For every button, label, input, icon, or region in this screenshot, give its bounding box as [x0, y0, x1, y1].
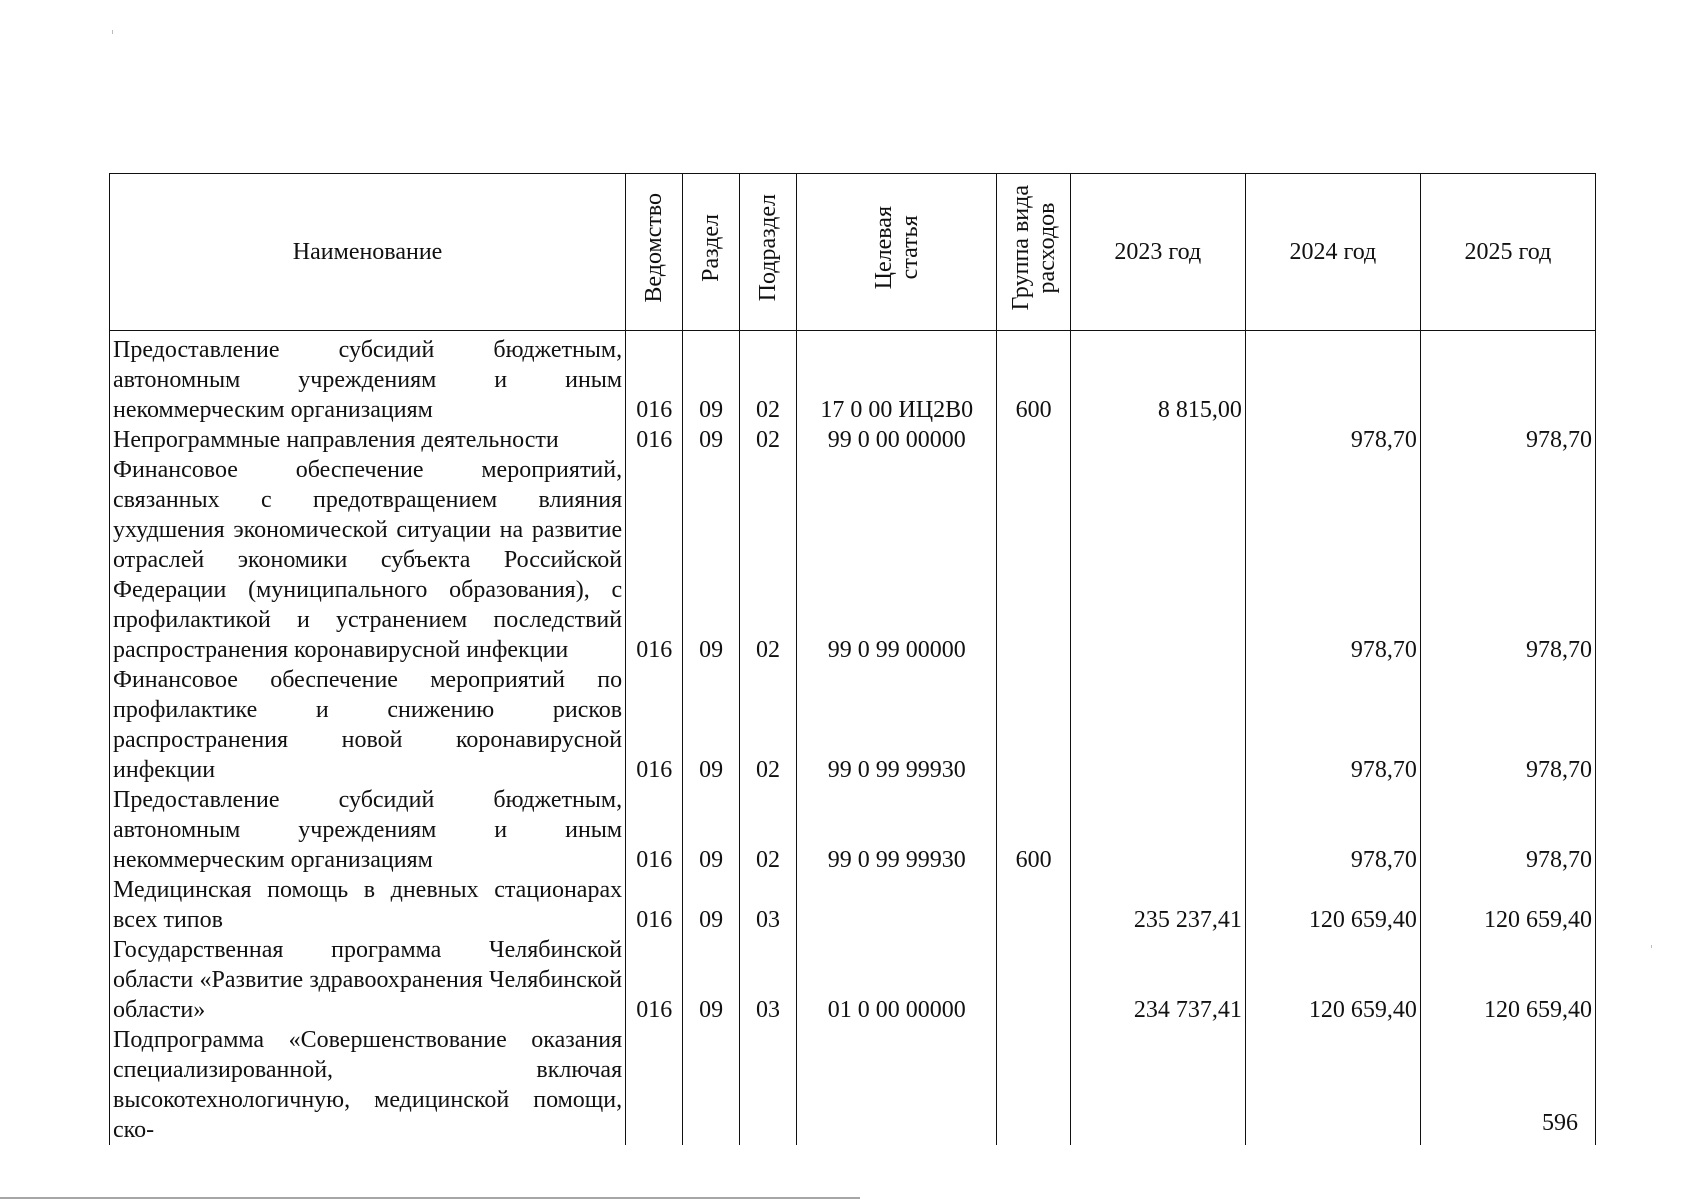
row-celevaya-statya	[797, 1025, 997, 1145]
row-name: Предоставление субсидий бюджетным, автономным учреждениям и иным некоммерческим организациям	[110, 785, 626, 875]
header-name: Наименование	[110, 174, 626, 331]
row-name: Финансовое обеспечение мероприятий по профилактике и снижению рисков распространения новой коронавирусной инфекции	[110, 665, 626, 785]
table-row	[110, 455, 1596, 665]
row-2024	[1245, 331, 1420, 426]
table-row	[110, 665, 1596, 785]
row-vedomstvo: 016	[626, 875, 683, 935]
row-vedomstvo: 016	[626, 935, 683, 1025]
scan-artifact-line	[0, 1197, 860, 1199]
row-2024: 978,70	[1245, 785, 1420, 875]
row-2023	[1070, 785, 1245, 875]
row-2025: 120 659,40	[1420, 875, 1595, 935]
row-vedomstvo: 016	[626, 331, 683, 426]
table-row	[110, 785, 1596, 875]
row-gruppa: 600	[997, 785, 1070, 875]
row-razdel: 09	[683, 875, 739, 935]
row-name: Предоставление субсидий бюджетным, автономным учреждениям и иным некоммерческим организациям	[110, 331, 626, 426]
header-celevaya-statya: Целевая статья	[797, 174, 997, 331]
row-gruppa	[997, 665, 1070, 785]
row-2025: 978,70	[1420, 455, 1595, 665]
table-row	[110, 331, 1596, 426]
row-celevaya-statya: 99 0 99 99930	[797, 785, 997, 875]
row-podrazdel: 02	[739, 665, 796, 785]
table-row	[110, 935, 1596, 1025]
row-name: Финансовое обеспечение мероприятий, связанных с предотвращением влияния ухудшения экономической ситуации на развитие отраслей экономики субъекта Российской Федерации (муниципального образования), с профилактикой и устранением последствий распространения коронавирусной инфекции	[110, 455, 626, 665]
row-2024: 120 659,40	[1245, 875, 1420, 935]
scan-artifact-tick	[112, 30, 113, 34]
row-podrazdel: 03	[739, 935, 796, 1025]
row-2023	[1070, 665, 1245, 785]
row-razdel	[683, 1025, 739, 1145]
budget-table	[109, 173, 1596, 1145]
row-gruppa	[997, 1025, 1070, 1145]
row-podrazdel: 02	[739, 425, 796, 455]
row-2023	[1070, 1025, 1245, 1145]
row-name: Непрограммные направления деятельности	[110, 425, 626, 455]
row-razdel: 09	[683, 425, 739, 455]
row-razdel: 09	[683, 785, 739, 875]
row-2024: 978,70	[1245, 455, 1420, 665]
header-2023: 2023 год	[1070, 174, 1245, 331]
row-2024: 978,70	[1245, 425, 1420, 455]
row-2023: 235 237,41	[1070, 875, 1245, 935]
row-name: Государственная программа Челябинской области «Развитие здравоохранения Челябинской области»	[110, 935, 626, 1025]
scan-artifact-tick	[1651, 945, 1652, 948]
row-podrazdel: 03	[739, 875, 796, 935]
row-celevaya-statya: 99 0 99 00000	[797, 455, 997, 665]
row-celevaya-statya: 99 0 00 00000	[797, 425, 997, 455]
row-celevaya-statya	[797, 875, 997, 935]
table-row	[110, 425, 1596, 455]
row-2023: 8 815,00	[1070, 331, 1245, 426]
row-vedomstvo: 016	[626, 425, 683, 455]
row-vedomstvo: 016	[626, 455, 683, 665]
table-body	[110, 331, 1596, 1146]
row-celevaya-statya: 17 0 00 ИЦ2В0	[797, 331, 997, 426]
row-podrazdel: 02	[739, 331, 796, 426]
row-2024	[1245, 1025, 1420, 1145]
row-gruppa	[997, 425, 1070, 455]
row-gruppa: 600	[997, 331, 1070, 426]
header-2024: 2024 год	[1245, 174, 1420, 331]
row-celevaya-statya: 01 0 00 00000	[797, 935, 997, 1025]
row-2025: 978,70	[1420, 665, 1595, 785]
row-vedomstvo: 016	[626, 665, 683, 785]
row-vedomstvo: 016	[626, 785, 683, 875]
row-gruppa	[997, 875, 1070, 935]
row-gruppa	[997, 455, 1070, 665]
row-vedomstvo	[626, 1025, 683, 1145]
row-podrazdel: 02	[739, 785, 796, 875]
row-podrazdel	[739, 1025, 796, 1145]
row-2023	[1070, 455, 1245, 665]
row-2023	[1070, 425, 1245, 455]
row-gruppa	[997, 935, 1070, 1025]
row-name: Подпрограмма «Совершенствование оказания специализированной, включая высокотехнологичную, медицинской помощи, ско-	[110, 1025, 626, 1145]
row-2025	[1420, 331, 1595, 426]
page-number: 596	[1542, 1110, 1578, 1136]
row-2023: 234 737,41	[1070, 935, 1245, 1025]
row-razdel: 09	[683, 935, 739, 1025]
header-razdel: Раздел	[683, 174, 739, 331]
header-2025: 2025 год	[1420, 174, 1595, 331]
row-razdel: 09	[683, 665, 739, 785]
row-2025: 120 659,40	[1420, 935, 1595, 1025]
row-name: Медицинская помощь в дневных стационарах всех типов	[110, 875, 626, 935]
row-2025: 978,70	[1420, 785, 1595, 875]
row-2025: 978,70	[1420, 425, 1595, 455]
row-2024: 978,70	[1245, 665, 1420, 785]
row-podrazdel: 02	[739, 455, 796, 665]
row-2024: 120 659,40	[1245, 935, 1420, 1025]
header-podrazdel: Подраздел	[739, 174, 796, 331]
table-header	[110, 174, 1596, 331]
row-celevaya-statya: 99 0 99 99930	[797, 665, 997, 785]
table-row	[110, 875, 1596, 935]
header-gruppa-vida-rashodov: Группа вида расходов	[997, 174, 1070, 331]
table-row	[110, 1025, 1596, 1145]
row-razdel: 09	[683, 455, 739, 665]
row-razdel: 09	[683, 331, 739, 426]
header-vedomstvo: Ведомство	[626, 174, 683, 331]
